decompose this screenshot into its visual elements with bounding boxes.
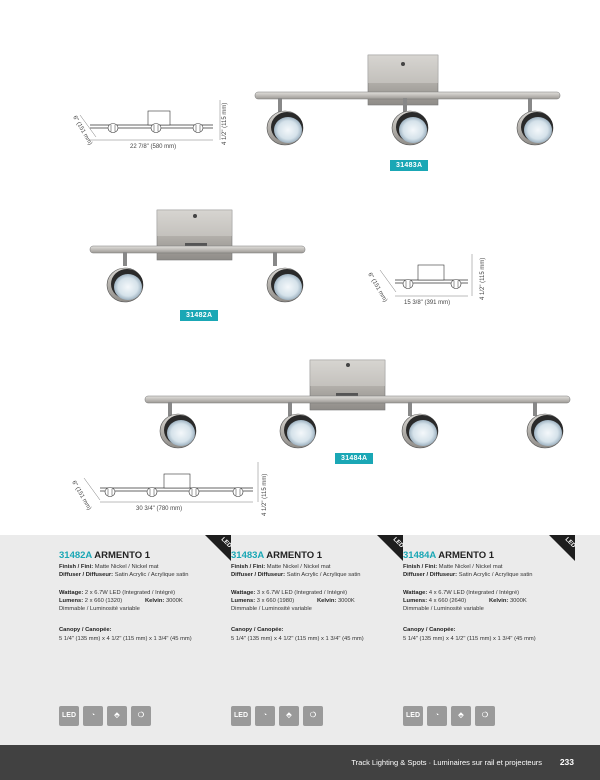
diffuser-line: Diffuser / Diffuseur: Satin Acrylic / Acrylique satin	[403, 572, 533, 578]
kelvin-line: Kelvin: 3000K	[317, 598, 355, 604]
canopy-value: 5 1/4" (135 mm) x 4 1/2" (115 mm) x 1 3/4" (45 mm)	[403, 636, 536, 642]
product-name: ARMENTO 1	[94, 550, 151, 561]
fixture-31484a-photo	[140, 355, 580, 460]
kelvin-line: Kelvin: 3000K	[489, 598, 527, 604]
led-icon: LED	[403, 706, 423, 726]
lumens-line: Lumens: 2 x 660 (1320)	[59, 598, 123, 604]
led-icon: LED	[59, 706, 79, 726]
lumens-line: Lumens: 4 x 660 (2640)	[403, 598, 467, 604]
canopy-label: Canopy / Canopée:	[231, 627, 284, 633]
finish-line: Finish / Fini: Matte Nickel / Nickel mat	[59, 564, 159, 570]
dimmable-led-icon: ◔	[427, 706, 447, 726]
product-title	[231, 550, 322, 561]
product-column-31482a	[59, 535, 231, 745]
tilt-spot-icon: ⬘	[107, 706, 127, 726]
kelvin-line: Kelvin: 3000K	[145, 598, 183, 604]
dimmable-line: Dimmable / Luminosité variable	[59, 606, 140, 612]
wattage-line: Wattage: 4 x 6.7W LED (Integrated / Intégré)	[403, 590, 520, 596]
dim-height-31482a: 4 1/2" (115 mm)	[480, 257, 486, 300]
diffuser-line: Diffuser / Diffuseur: Satin Acrylic / Acrylique satin	[231, 572, 361, 578]
dim-height-31483a: 4 1/2" (115 mm)	[222, 102, 228, 145]
dimmable-led-icon: ◔	[83, 706, 103, 726]
product-title	[403, 550, 494, 561]
product-name: ARMENTO 1	[438, 550, 495, 561]
dim-height-31484a: 4 1/2" (115 mm)	[262, 473, 268, 516]
dim-width-31483a: 22 7/8" (580 mm)	[130, 144, 177, 150]
tilt-spot-icon: ⬘	[279, 706, 299, 726]
product-number: 31483A	[231, 550, 264, 561]
dim-width-31482a: 15 3/8" (391 mm)	[404, 300, 451, 306]
dim-depth-31483a: 6" (151 mm)	[71, 115, 93, 147]
product-name: ARMENTO 1	[266, 550, 323, 561]
lumens-line: Lumens: 3 x 660 (1980)	[231, 598, 295, 604]
fixture-tag-31483a: 31483A	[390, 160, 428, 171]
bulb-icon: ❍	[303, 706, 323, 726]
bulb-icon: ❍	[131, 706, 151, 726]
tilt-spot-icon: ⬘	[451, 706, 471, 726]
led-icon: LED	[231, 706, 251, 726]
diffuser-line: Diffuser / Diffuseur: Satin Acrylic / Acrylique satin	[59, 572, 189, 578]
led-corner-badge: LED	[205, 535, 231, 561]
fixture-tag-31482a: 31482A	[180, 310, 218, 321]
fixture-31482a-photo	[85, 205, 315, 315]
dim-depth-31482a: 6" (151 mm)	[366, 272, 388, 304]
canopy-label: Canopy / Canopée:	[59, 627, 112, 633]
product-title	[59, 550, 150, 561]
led-corner-badge: LED	[377, 535, 403, 561]
spec-panel	[0, 535, 600, 745]
dim-depth-31484a: 6" (151 mm)	[70, 480, 92, 512]
dimmable-line: Dimmable / Luminosité variable	[403, 606, 484, 612]
dimension-drawing-31484a	[68, 460, 278, 520]
dimension-drawing-31483a	[68, 95, 243, 165]
canopy-value: 5 1/4" (135 mm) x 4 1/2" (115 mm) x 1 3/4" (45 mm)	[59, 636, 192, 642]
finish-line: Finish / Fini: Matte Nickel / Nickel mat	[403, 564, 503, 570]
canopy-value: 5 1/4" (135 mm) x 4 1/2" (115 mm) x 1 3/4" (45 mm)	[231, 636, 364, 642]
product-column-31483a	[231, 535, 403, 745]
product-column-31484a	[403, 535, 575, 745]
led-corner-badge: LED	[549, 535, 575, 561]
dimmable-led-icon: ◔	[255, 706, 275, 726]
product-number: 31484A	[403, 550, 436, 561]
dimmable-line: Dimmable / Luminosité variable	[231, 606, 312, 612]
wattage-line: Wattage: 2 x 6.7W LED (Integrated / Intégré)	[59, 590, 176, 596]
page-footer	[0, 745, 600, 780]
product-number: 31482A	[59, 550, 92, 561]
wattage-line: Wattage: 3 x 6.7W LED (Integrated / Intégré)	[231, 590, 348, 596]
fixture-31483a-photo	[250, 50, 570, 160]
finish-line: Finish / Fini: Matte Nickel / Nickel mat	[231, 564, 331, 570]
fixture-tag-31484a: 31484A	[335, 453, 373, 464]
canopy-label: Canopy / Canopée:	[403, 627, 456, 633]
footer-section-title: Track Lighting & Spots · Luminaires sur rail et projecteurs	[351, 758, 542, 767]
dim-width-31484a: 30 3/4" (780 mm)	[136, 506, 183, 512]
dimension-drawing-31482a	[360, 248, 500, 320]
page-number: 233	[559, 757, 574, 767]
bulb-icon: ❍	[475, 706, 495, 726]
